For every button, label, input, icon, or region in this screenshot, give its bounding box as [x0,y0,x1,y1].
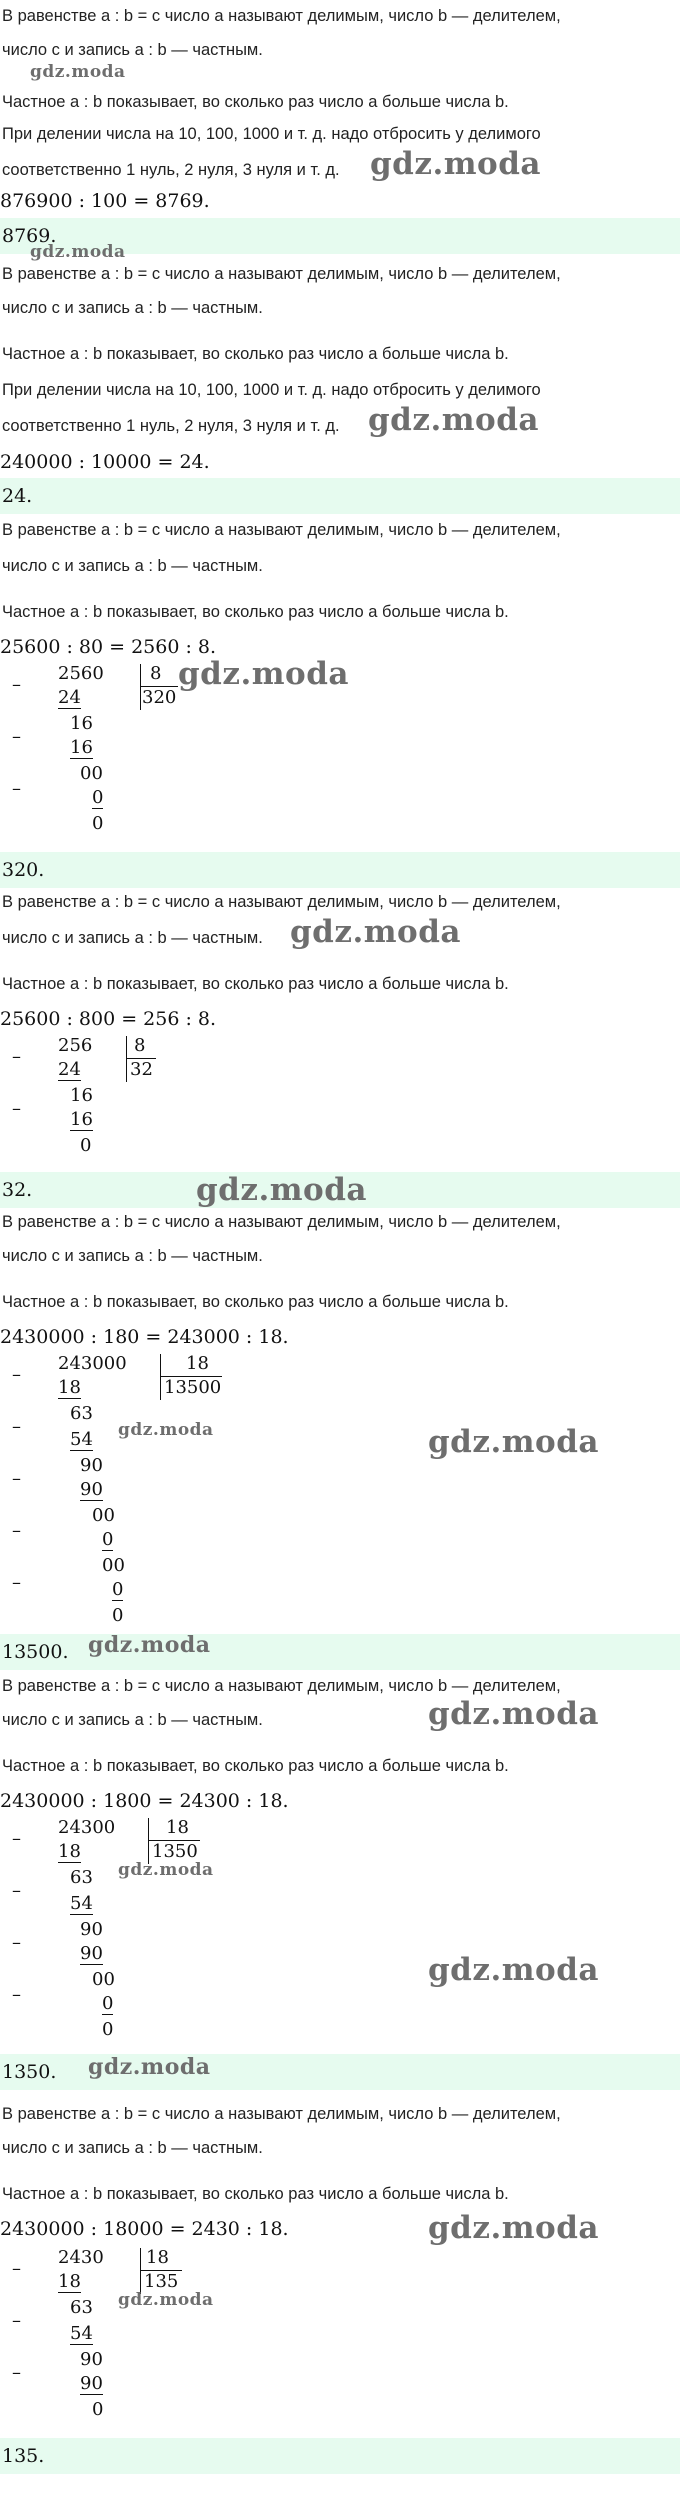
rule-quotient-name: число c и запись a : b — частным. [2,41,263,59]
division-bar [126,1036,127,1082]
quotient: 320 [142,687,177,708]
step: 90 [80,2349,103,2370]
divisor: 18 [146,2247,169,2268]
step: 0 [92,787,104,808]
step: 54 [70,1893,93,1914]
minus-sign: – [12,1520,21,1541]
watermark: gdz.moda [428,1952,599,1988]
minus-sign: – [12,1932,21,1953]
step: 0 [80,1135,92,1156]
step: 90 [80,1479,103,1500]
minus-sign: – [12,1098,21,1119]
rule-equality: В равенстве a : b = c число a называют делимым, число b — делителем, [2,1213,561,1231]
step: 00 [92,1969,115,1990]
step: 54 [70,1429,93,1450]
step: 63 [70,2297,93,2318]
step: 00 [80,763,103,784]
equation: 240000 : 10000 = 24. [0,451,210,473]
minus-sign: – [12,726,21,747]
answer-text: 320. [2,859,45,881]
equation: 25600 : 80 = 2560 : 8. [0,636,217,658]
step: 0 [92,2399,104,2420]
watermark: gdz.moda [88,2054,211,2080]
step: 63 [70,1403,93,1424]
step: 0 [92,813,104,834]
step: 18 [58,2271,81,2292]
watermark: gdz.moda [368,402,539,438]
rule-equality: В равенстве a : b = c число a называют делимым, число b — делителем, [2,521,561,539]
minus-sign: – [12,1828,21,1849]
dividend: 2560 [58,663,104,684]
step: 0 [112,1579,124,1600]
step: 0 [102,1993,114,2014]
divisor: 8 [150,663,162,684]
rule-quotient-meaning: Частное a : b показывает, во сколько раз число a больше числа b. [2,603,509,621]
minus-sign: – [12,1468,21,1489]
answer-text: 13500. [2,1641,69,1663]
answer-box [0,478,680,514]
watermark: gdz.moda [428,2210,599,2246]
step: 18 [58,1841,81,1862]
rule-quotient-name: число c и запись a : b — частным. [2,557,263,575]
equation: 25600 : 800 = 256 : 8. [0,1008,217,1030]
equation: 876900 : 100 = 8769. [0,190,210,212]
watermark: gdz.moda [30,242,126,262]
dividend: 24300 [58,1817,116,1838]
answer-text: 24. [2,485,33,507]
rule-equality: В равенстве a : b = c число a называют делимым, число b — делителем, [2,2105,561,2123]
step: 90 [80,1943,103,1964]
division-bar [140,2248,141,2294]
step: 18 [58,1377,81,1398]
watermark: gdz.moda [178,656,349,692]
step: 16 [70,1109,93,1130]
step: 54 [70,2323,93,2344]
dividend: 243000 [58,1353,127,1374]
rule-zeros-2: соответственно 1 нуль, 2 нуля, 3 нуля и т. д. [2,417,340,435]
quotient: 32 [130,1059,153,1080]
minus-sign: – [12,778,21,799]
minus-sign: – [12,674,21,695]
watermark: gdz.moda [290,914,461,950]
step: 16 [70,737,93,758]
quotient: 1350 [152,1841,198,1862]
step: 0 [102,1529,114,1550]
rule-quotient-name: число c и запись a : b — частным. [2,2139,263,2157]
rule-equality: В равенстве a : b = c число a называют делимым, число b — делителем, [2,7,561,25]
rule-equality: В равенстве a : b = c число a называют делимым, число b — делителем, [2,1677,561,1695]
rule-quotient-meaning: Частное a : b показывает, во сколько раз число a больше числа b. [2,2185,509,2203]
answer-text: 135. [2,2445,45,2467]
minus-sign: – [12,1416,21,1437]
divisor: 18 [186,1353,209,1374]
rule-quotient-name: число c и запись a : b — частным. [2,1247,263,1265]
division-bar [160,1354,161,1400]
rule-quotient-meaning: Частное a : b показывает, во сколько раз число a больше числа b. [2,975,509,993]
quotient: 13500 [164,1377,222,1398]
step: 0 [102,2019,114,2040]
watermark: gdz.moda [118,1860,214,1880]
watermark: gdz.moda [118,2290,214,2310]
rule-quotient-meaning: Частное a : b показывает, во сколько раз число a больше числа b. [2,1757,509,1775]
minus-sign: – [12,1572,21,1593]
minus-sign: – [12,1984,21,2005]
step: 24 [58,687,81,708]
rule-quotient-meaning: Частное a : b показывает, во сколько раз число a больше числа b. [2,345,509,363]
watermark: gdz.moda [30,62,126,82]
step: 16 [70,1085,93,1106]
rule-zeros-1: При делении числа на 10, 100, 1000 и т. д. надо отбросить у делимого [2,125,541,143]
watermark: gdz.moda [428,1696,599,1732]
watermark: gdz.moda [370,146,541,182]
answer-text: 32. [2,1179,33,1201]
watermark: gdz.moda [118,1420,214,1440]
divisor: 8 [134,1035,146,1056]
watermark: gdz.moda [428,1424,599,1460]
rule-zeros-1: При делении числа на 10, 100, 1000 и т. д. надо отбросить у делимого [2,381,541,399]
watermark: gdz.moda [88,1632,211,1658]
divisor: 18 [166,1817,189,1838]
minus-sign: – [12,1364,21,1385]
rule-quotient-meaning: Частное a : b показывает, во сколько раз число a больше числа b. [2,93,509,111]
answer-box [0,2438,680,2474]
minus-sign: – [12,2362,21,2383]
rule-quotient-meaning: Частное a : b показывает, во сколько раз число a больше числа b. [2,1293,509,1311]
minus-sign: – [12,1046,21,1067]
watermark: gdz.moda [196,1172,367,1208]
step: 90 [80,1455,103,1476]
dividend: 2430 [58,2247,104,2268]
step: 16 [70,713,93,734]
step: 0 [112,1605,124,1626]
step: 24 [58,1059,81,1080]
step: 90 [80,1919,103,1940]
division-bar [148,1818,149,1864]
answer-box [0,852,680,888]
rule-quotient-name: число c и запись a : b — частным. [2,299,263,317]
equation: 2430000 : 18000 = 2430 : 18. [0,2218,289,2240]
division-bar [140,664,141,710]
answer-text: 1350. [2,2061,57,2083]
quotient: 135 [144,2271,179,2292]
equation: 2430000 : 1800 = 24300 : 18. [0,1790,289,1812]
step: 00 [92,1505,115,1526]
step: 63 [70,1867,93,1888]
minus-sign: – [12,2258,21,2279]
step: 90 [80,2373,103,2394]
minus-sign: – [12,2310,21,2331]
rule-zeros-2: соответственно 1 нуль, 2 нуля, 3 нуля и т. д. [2,161,340,179]
minus-sign: – [12,1880,21,1901]
rule-quotient-name: число c и запись a : b — частным. [2,929,263,947]
rule-quotient-name: число c и запись a : b — частным. [2,1711,263,1729]
rule-equality: В равенстве a : b = c число a называют делимым, число b — делителем, [2,265,561,283]
rule-equality: В равенстве a : b = c число a называют делимым, число b — делителем, [2,893,561,911]
equation: 2430000 : 180 = 243000 : 18. [0,1326,289,1348]
dividend: 256 [58,1035,93,1056]
step: 00 [102,1555,125,1576]
answer-text: 8769. [2,225,57,247]
